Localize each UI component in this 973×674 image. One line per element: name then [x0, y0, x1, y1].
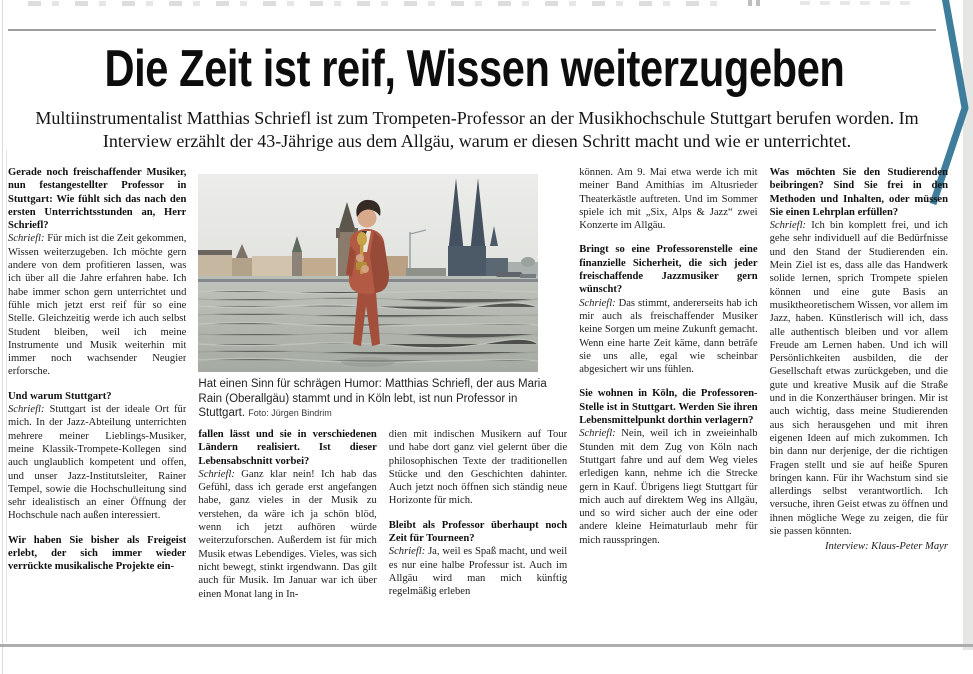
interview-byline: Interview: Klaus-Peter Mayr	[825, 541, 948, 553]
interview-answer: Schriefl: Für mich ist die Zeit gekommen, Wissen weiterzugeben. Ich möchte gern andere von dem profitieren lassen, was ich über all die Jahre erfahren habe. Ich habe immer schon gern unterrichtet und fühle mich jetzt erst reif für so eine Stelle. Gleichzeitig werde ich auch selbst Student bleiben, weil ich meine Instrumente und Musik weiterhin mit immer noch wachsender Neugier erforsche.	[8, 233, 187, 378]
interview-answer: Schriefl: Ich bin komplett frei, und ich gehe sehr individuell auf die Bedürfnisse und den Stand der Studierenden ein. Mein Ziel ist es, dass alle das Handwerk solide lernen, sprich Trompete spielen können und eine gute Basis an musiktheoretischem Wissen, vor allem im Jazz, haben. Künstlerisch will ich, dass alle authentisch bleiben und vor allem Freude am Lernen haben. Und ich will Persönlichkeiten ausbilden, die der Gesellschaft etwas zurückgeben, und die gute und kreative Musik auf die Straße und in die Konzerthäuser bringen. Mir ist auch wichtig, dass meine Studierenden aus sich herausgehen und mit ihren eigenen Ideen auf mich zukommen. Ich bin dann nur derjenige, der die richtigen Fragen stellt und sie auf heiße Spuren bringen kann. Für ihr Wachstum sind sie allerdings selbst verantwortlich. Ich versuche, ihren Geist etwas zu öffnen und ihnen mögliche Wege zu zeigen, die für sie passen könnten.	[769, 220, 948, 538]
interview-question: fallen lässt und sie in verschiedenen Ländern realisiert. Ist dieser Lebensabschnitt vorbei?	[198, 429, 377, 467]
speaker-label: Schriefl:	[388, 546, 429, 558]
speaker-label: Schriefl:	[579, 297, 619, 309]
article-column-5	[770, 166, 948, 643]
photo-caption	[198, 377, 567, 421]
photo-caption-text: Hat einen Sinn für schrägen Humor: Matthias Schriefl, der aus Maria Rain (Oberallgäu) stammt und in Köln lebt, ist nun Professor in Stuttgart.	[198, 378, 547, 419]
photo-credit: Foto: Jürgen Bindrim	[248, 408, 332, 418]
speaker-label: Schriefl:	[198, 468, 242, 480]
interview-answer: können. Am 9. Mai etwa werde ich mit meiner Band Amithias im Altusrieder Theaterkästle auftreten. Und im Sommer spiele ich mit „Six, Alps & Jazz“ zwei Konzerte im Allgäu.	[579, 167, 758, 232]
interview-answer: dien mit indischen Musikern auf Tour und habe dort ganz viel gelernt über die philosophischen Texte der traditionellen Stücke und den Geschichten dahinter. Auch jetzt noch öffnen sich ständig neue Horizonte für mich.	[388, 429, 568, 507]
interview-question: Bleibt als Professor überhaupt noch Zeit für Tourneen?	[388, 519, 568, 545]
article-photo	[198, 174, 567, 428]
interview-answer: Schriefl: Nein, weil ich in zweieinhalb Stunden mit dem Zug von Köln nach Stuttgart fahre und auf dem Weg vieles erledigen kann, nehme ich die Strecke gern in Kauf. Übrigens liegt Stuttgart für mich auch auf direktem Weg ins Allgäu, und so wird sicher auch der eine oder andere kleine Heimaturlaub mehr für mich rausspringen.	[579, 428, 758, 546]
speaker-label: Schriefl:	[8, 233, 48, 245]
article-columns	[8, 166, 948, 643]
cropped-masthead-mark	[748, 0, 762, 6]
interview-question: Bringt so eine Professorenstelle eine finanzielle Sicherheit, die sich jeder freischaffende Jazzmusiker gern wünscht?	[579, 244, 758, 296]
article-column-3	[389, 428, 567, 643]
interview-answer: Schriefl: Das stimmt, andererseits hab ich mir auch als freischaffender Musiker keine Sorgen um meine Zukunft gemacht. Wenn eine harte Zeit käme, dann beträfe sie uns alle, egal wie scheinbar abgesichert wir uns fühlen.	[579, 297, 758, 376]
interview-question: Sie wohnen in Köln, die Professoren-Stelle ist in Stuttgart. Werden Sie ihren Lebensmittelpunkt dorthin verlagern?	[579, 388, 758, 427]
article-column-1	[8, 166, 186, 643]
photo-cologne-skyline	[198, 174, 538, 372]
speaker-label: Schriefl:	[769, 220, 812, 232]
bottom-rule	[0, 644, 973, 647]
interview-question: Und warum Stuttgart?	[8, 390, 112, 402]
interview-question: Wir haben Sie bisher als Freigeist erlebt, der sich immer wieder verrückte musikalische Projekte ein-	[8, 534, 187, 573]
cropped-masthead-text-right	[800, 1, 920, 5]
headline: Die Zeit ist reif, Wissen weiterzugeben	[104, 40, 844, 98]
cropped-masthead-text	[28, 1, 728, 6]
article-column-2	[198, 428, 376, 643]
interview-question: Was möchten Sie den Studierenden beibringen? Sind Sie frei in den Methoden und Inhalten, oder müssen Sie einen Lehrplan erfüllen?	[769, 167, 948, 218]
top-rule	[8, 29, 936, 31]
article-column-4	[579, 166, 757, 643]
interview-question: Gerade noch freischaffender Musiker, nun festangestellter Professor in Stuttgart: Wie fühlt sich das nach den ersten Unterrichtsstunden an, Herr Schriefl?	[8, 167, 187, 232]
interview-answer: Schriefl: Ganz klar nein! Ich hab das Gefühl, dass ich gerade erst angefangen habe, ganz vieles in der Musik zu verstehen, da wäre ich ja schön blöd, wenn ich jetzt aufhören würde weiterzuforschen. Außerdem ist für mich Musik etwas Lebendiges. Vieles, was sich nicht bewegt, stinkt irgendwann. Das gilt auch für Musik. Im Januar war ich über einen Monat lang in In-	[198, 468, 377, 600]
page-edge-left	[2, 0, 3, 674]
interview-answer: Schriefl: Stuttgart ist der ideale Ort für mich. In der Jazz-Abteilung unterrichten mehrere meiner Lieblings-Musiker, meine Klassik-Trompete-Kollegen sind auch unglaublich kompetent und offen, und unser Jazz-Institutsleiter, Rainer Tempel, sowie die Hochschulleitung sind sehr idealistisch an einer Öffnung der Hochschule nach außen interessiert.	[8, 404, 187, 522]
lede: Multiinstrumentalist Matthias Schriefl ist zum Trompeten-Professor an der Musikhochschule Stuttgart berufen worden. Im Interview erzählt der 43-Jährige aus dem Allgäu, warum er diesen Schritt macht und wie er unterrichtet.	[35, 108, 919, 151]
interview-answer: Schriefl: Ja, weil es Spaß macht, und weil es nur eine halbe Professur ist. Auch im Allgäu wird man mich künftig regelmäßig erleben	[388, 546, 568, 598]
speaker-label: Schriefl:	[8, 404, 50, 416]
page-fold-line	[6, 150, 7, 642]
speaker-label: Schriefl:	[579, 428, 622, 440]
